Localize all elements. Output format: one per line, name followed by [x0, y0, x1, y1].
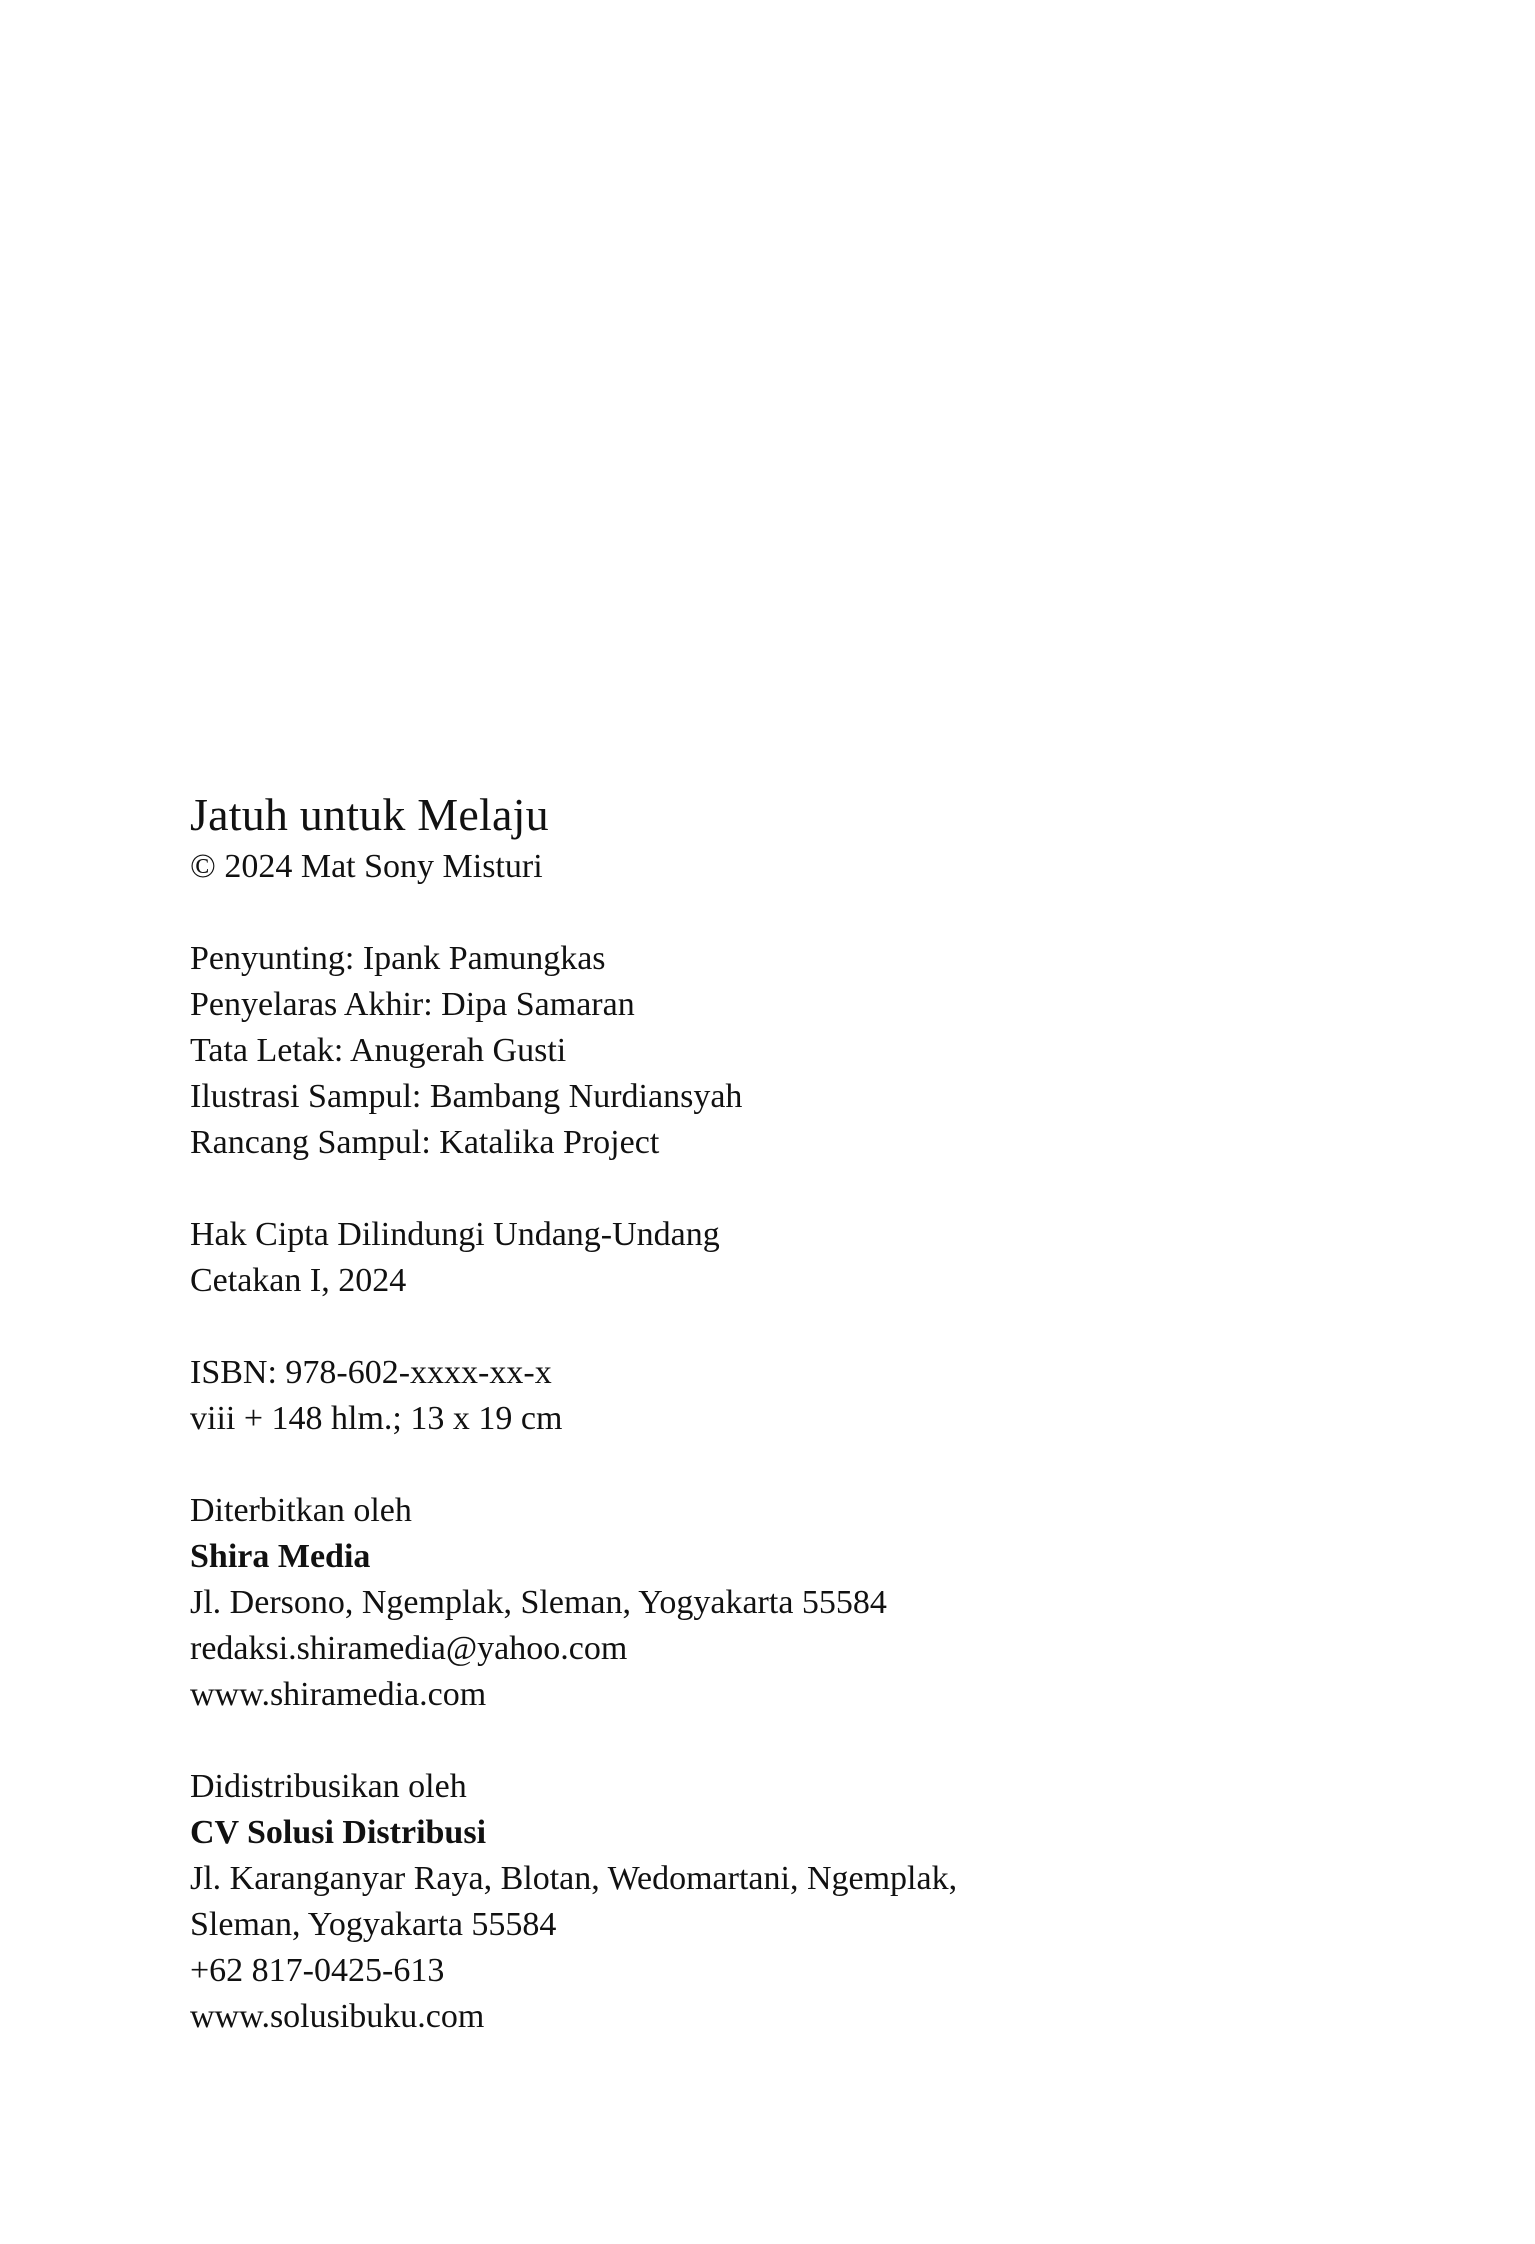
rights-notice: Hak Cipta Dilindungi Undang-Undang — [190, 1216, 720, 1253]
distributor-address-line1: Jl. Karanganyar Raya, Blotan, Wedomartani, Ngemplak, — [190, 1860, 958, 1897]
credit-cover-illustration: Ilustrasi Sampul: Bambang Nurdiansyah — [190, 1078, 743, 1115]
colophon-block — [190, 786, 1390, 2040]
credit-cover-design: Rancang Sampul: Katalika Project — [190, 1124, 660, 1161]
publisher-name: Shira Media — [190, 1538, 371, 1575]
credit-layout: Tata Letak: Anugerah Gusti — [190, 1032, 567, 1069]
isbn-line: ISBN: 978-602-xxxx-xx-x — [190, 1354, 552, 1391]
book-title: Jatuh untuk Melaju — [190, 789, 549, 840]
spacer — [190, 1304, 1390, 1350]
publisher-address: Jl. Dersono, Ngemplak, Sleman, Yogyakarta 55584 — [190, 1584, 887, 1621]
copyright-line: © 2024 Mat Sony Misturi — [190, 848, 543, 885]
physical-description: viii + 148 hlm.; 13 x 19 cm — [190, 1400, 563, 1437]
publisher-intro: Diterbitkan oleh — [190, 1492, 412, 1529]
distributor-website: www.solusibuku.com — [190, 1998, 485, 2035]
distributor-address-line2: Sleman, Yogyakarta 55584 — [190, 1906, 557, 1943]
credit-editor: Penyunting: Ipank Pamungkas — [190, 940, 606, 977]
distributor-name: CV Solusi Distribusi — [190, 1814, 487, 1851]
publisher-email: redaksi.shiramedia@yahoo.com — [190, 1630, 628, 1667]
spacer — [190, 1718, 1390, 1764]
distributor-block — [190, 1764, 1390, 2040]
edition-line: Cetakan I, 2024 — [190, 1262, 407, 1299]
distributor-intro: Didistribusikan oleh — [190, 1768, 467, 1805]
publisher-website: www.shiramedia.com — [190, 1676, 487, 1713]
credits-list — [190, 936, 1390, 1166]
spacer — [190, 1442, 1390, 1488]
spacer — [190, 1166, 1390, 1212]
publisher-block — [190, 1488, 1390, 1718]
spacer — [190, 890, 1390, 936]
distributor-phone: +62 817-0425-613 — [190, 1952, 445, 1989]
credit-final-reviewer: Penyelaras Akhir: Dipa Samaran — [190, 986, 635, 1023]
